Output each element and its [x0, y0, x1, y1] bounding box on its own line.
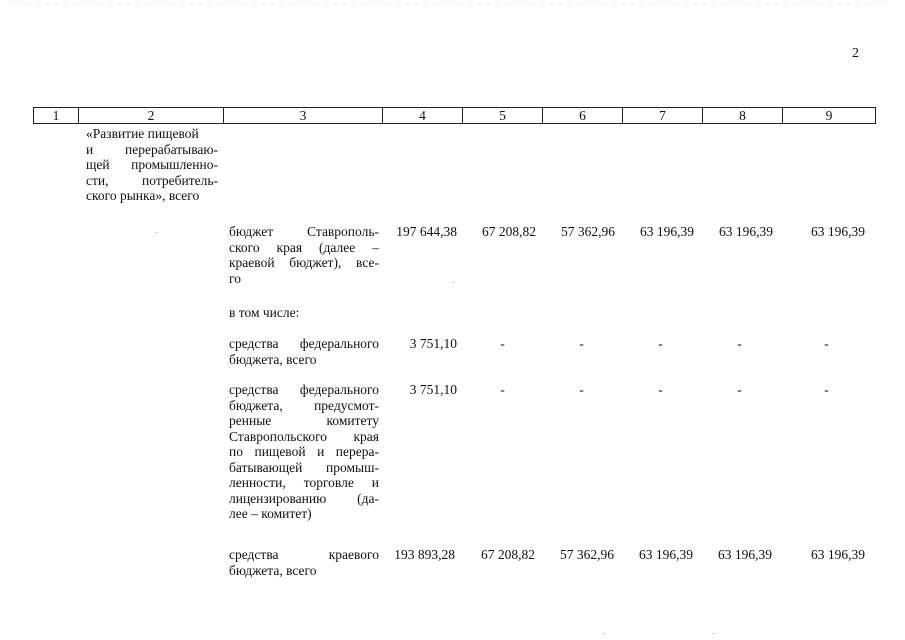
funding-source-label: [229, 382, 379, 522]
header-row: [34, 108, 876, 124]
value-year-3: -: [658, 382, 663, 397]
scan-artifact: [452, 282, 455, 283]
program-title: [86, 126, 218, 204]
value-year-3: 63 196,39: [639, 547, 693, 562]
value-year-4: -: [737, 382, 742, 397]
funding-source-label: [229, 224, 379, 286]
label-line: бюджета, всего: [229, 562, 317, 578]
funding-source-label: [229, 336, 379, 367]
label-line: в том числе:: [229, 305, 300, 320]
page-number: 2: [852, 46, 859, 61]
value-year-2: 57 362,96: [560, 547, 614, 562]
header-cell-2: 2: [79, 108, 224, 124]
value-year-1: 67 208,82: [481, 547, 535, 562]
program-title-line: ского рынка», всего: [86, 188, 200, 203]
header-cell-5: 5: [463, 108, 543, 124]
label-line: по пищевой и перера-: [229, 444, 379, 459]
value-year-2: -: [579, 336, 584, 351]
header-cell-8: 8: [703, 108, 783, 124]
label-line: батывающей промыш-: [229, 459, 379, 475]
label-line: средства краевого: [229, 547, 379, 562]
program-title-line: щей промышленно-: [86, 157, 218, 172]
label-line: краевой бюджет), все-: [229, 255, 379, 270]
value-year-4: 63 196,39: [719, 224, 773, 239]
value-year-5: 63 196,39: [811, 547, 865, 562]
label-line: ского края (далее –: [229, 239, 379, 255]
scan-artifact: [155, 232, 158, 233]
scan-artifact: [712, 633, 715, 634]
scan-artifact: [10, 3, 890, 4]
header-cell-3: 3: [224, 108, 383, 124]
program-title-line: и перерабатываю-: [86, 141, 218, 157]
value-year-3: 63 196,39: [640, 224, 694, 239]
funding-source-label: [229, 305, 379, 321]
value-year-1: -: [500, 336, 505, 351]
value-total: 197 644,38: [396, 224, 457, 239]
value-total: 3 751,10: [409, 336, 457, 351]
value-total: 193 893,28: [394, 547, 455, 562]
label-line: лицензированию (да-: [229, 490, 379, 506]
program-title-line: «Развитие пищевой: [86, 126, 199, 141]
program-title-line: сти, потребитель-: [86, 172, 218, 188]
scan-artifact: [603, 633, 606, 634]
label-line: средства федерального: [229, 382, 379, 397]
header-cell-6: 6: [543, 108, 623, 124]
value-year-5: -: [824, 382, 829, 397]
value-year-3: -: [658, 336, 663, 351]
header-cell-1: 1: [34, 108, 79, 124]
value-year-1: 67 208,82: [482, 224, 536, 239]
label-line: бюджета, всего: [229, 351, 317, 367]
header-cell-9: 9: [783, 108, 876, 124]
column-number-header: [33, 107, 876, 124]
label-line: ленности, торговле и: [229, 475, 379, 490]
label-line: Ставропольского края: [229, 428, 379, 444]
value-year-2: -: [579, 382, 584, 397]
header-cell-4: 4: [383, 108, 463, 124]
header-cell-7: 7: [623, 108, 703, 124]
value-year-1: -: [500, 382, 505, 397]
label-line: бюджет Ставрополь-: [229, 224, 379, 239]
value-total: 3 751,10: [409, 382, 457, 397]
funding-source-label: [229, 547, 379, 578]
value-year-2: 57 362,96: [561, 224, 615, 239]
value-year-4: 63 196,39: [718, 547, 772, 562]
label-line: лее – комитет): [229, 506, 312, 521]
label-line: го: [229, 270, 241, 286]
value-year-5: -: [824, 336, 829, 351]
value-year-4: -: [737, 336, 742, 351]
label-line: бюджета, предусмот-: [229, 397, 379, 413]
label-line: средства федерального: [229, 336, 379, 351]
value-year-5: 63 196,39: [811, 224, 865, 239]
label-line: ренные комитету: [229, 413, 379, 428]
